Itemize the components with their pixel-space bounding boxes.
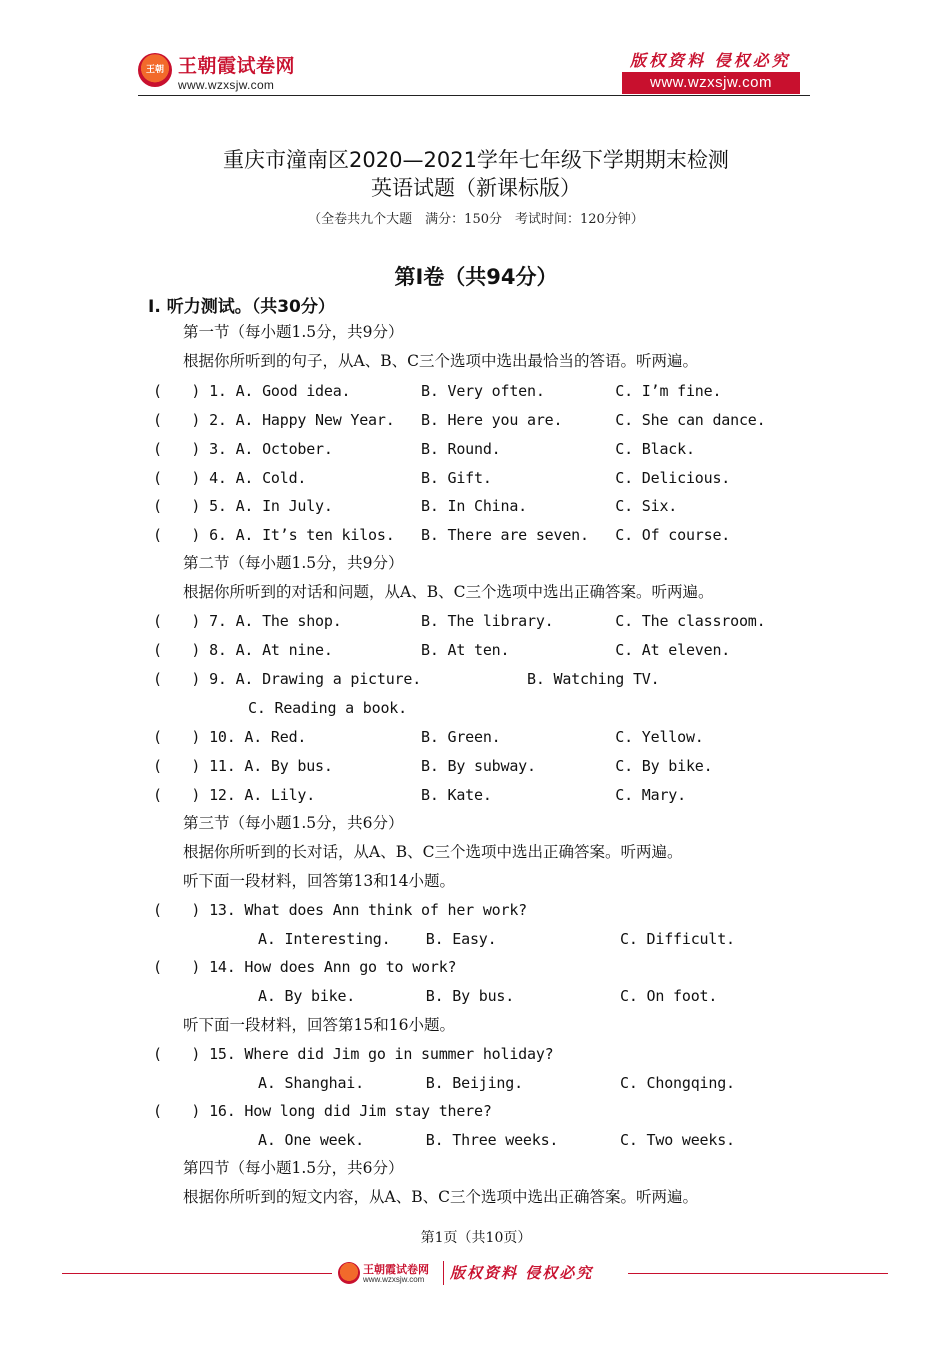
- question-14-options: A. By bike. B. By bus. C. On foot.: [258, 987, 718, 1005]
- page-number: 第1页（共10页）: [420, 1230, 532, 1246]
- seal-logo-icon: 王朝: [138, 53, 172, 87]
- section-heading: Ⅰ. 听力测试。（共30分）: [148, 297, 335, 317]
- material-note-2: 听下面一段材料，回答第15和16小题。: [183, 1016, 455, 1034]
- question-9: ( ) 9. A. Drawing a picture. B. Watching TV.: [153, 670, 660, 688]
- question-1: ( ) 1. A. Good idea. B. Very often. C. I’m fine.: [153, 382, 722, 400]
- instruction-2: 根据你所听到的对话和问题，从A、B、C三个选项中选出正确答案。听两遍。: [183, 583, 714, 601]
- question-11: ( ) 11. A. By bus. B. By subway. C. By bike.: [153, 757, 713, 775]
- question-7: ( ) 7. A. The shop. B. The library. C. The classroom.: [153, 612, 766, 630]
- question-8: ( ) 8. A. At nine. B. At ten. C. At eleven.: [153, 641, 731, 659]
- question-5: ( ) 5. A. In July. B. In China. C. Six.: [153, 497, 678, 515]
- volume-heading: 第Ⅰ卷（共94分）: [394, 265, 558, 289]
- question-9-option-c: C. Reading a book.: [248, 699, 407, 717]
- footer-seal-icon: [338, 1262, 360, 1284]
- question-16: ( ) 16. How long did Jim stay there?: [153, 1102, 492, 1120]
- header-url-bar[interactable]: www.wzxsjw.com: [622, 72, 800, 94]
- question-13-options: A. Interesting. B. Easy. C. Difficult.: [258, 930, 735, 948]
- header-divider: [138, 95, 810, 96]
- question-12: ( ) 12. A. Lily. B. Kate. C. Mary.: [153, 786, 686, 804]
- instruction-1: 根据你所听到的句子，从A、B、C三个选项中选出最恰当的答语。听两遍。: [183, 352, 698, 370]
- question-3: ( ) 3. A. October. B. Round. C. Black.: [153, 440, 695, 458]
- footer-line-left: [62, 1273, 332, 1274]
- question-14: ( ) 14. How does Ann go to work?: [153, 958, 457, 976]
- footer-url[interactable]: www.wzxsjw.com: [363, 1275, 425, 1284]
- instruction-3: 根据你所听到的长对话，从A、B、C三个选项中选出正确答案。听两遍。: [183, 843, 683, 861]
- part-heading-4: 第四节（每小题1.5分，共6分）: [183, 1159, 404, 1177]
- question-15: ( ) 15. Where did Jim go in summer holiday?: [153, 1045, 554, 1063]
- logo-url[interactable]: www.wzxsjw.com: [178, 78, 275, 92]
- exam-title: 重庆市潼南区2020—2021学年七年级下学期期末检测: [223, 148, 729, 172]
- exam-info: （全卷共九个大题 满分：150分 考试时间：120分钟）: [308, 212, 644, 227]
- question-15-options: A. Shanghai. B. Beijing. C. Chongqing.: [258, 1074, 735, 1092]
- question-6: ( ) 6. A. It’s ten kilos. B. There are seven. C. Of course.: [153, 526, 731, 544]
- exam-subject: 英语试题（新课标版）: [371, 176, 581, 200]
- question-13: ( ) 13. What does Ann think of her work?: [153, 901, 528, 919]
- question-10: ( ) 10. A. Red. B. Green. C. Yellow.: [153, 728, 704, 746]
- question-2: ( ) 2. A. Happy New Year. B. Here you are. C. She can dance.: [153, 411, 766, 429]
- question-4: ( ) 4. A. Cold. B. Gift. C. Delicious.: [153, 469, 731, 487]
- instruction-4: 根据你所听到的短文内容，从A、B、C三个选项中选出正确答案。听两遍。: [183, 1188, 698, 1206]
- footer-slogan: 版权资料 侵权必究: [450, 1264, 594, 1282]
- part-heading-3: 第三节（每小题1.5分，共6分）: [183, 814, 404, 832]
- site-logo[interactable]: [138, 51, 338, 95]
- footer-divider: [443, 1261, 444, 1285]
- question-16-options: A. One week. B. Three weeks. C. Two weeks.: [258, 1131, 735, 1149]
- footer-brand[interactable]: 王朝霞试卷网: [363, 1263, 429, 1276]
- material-note-1: 听下面一段材料，回答第13和14小题。: [183, 872, 455, 890]
- part-heading-2: 第二节（每小题1.5分，共9分）: [183, 554, 404, 572]
- part-heading-1: 第一节（每小题1.5分，共9分）: [183, 323, 404, 341]
- logo-title: 王朝霞试卷网: [178, 55, 296, 77]
- footer-line-right: [628, 1273, 888, 1274]
- header-slogan: 版权资料 侵权必究: [630, 51, 791, 70]
